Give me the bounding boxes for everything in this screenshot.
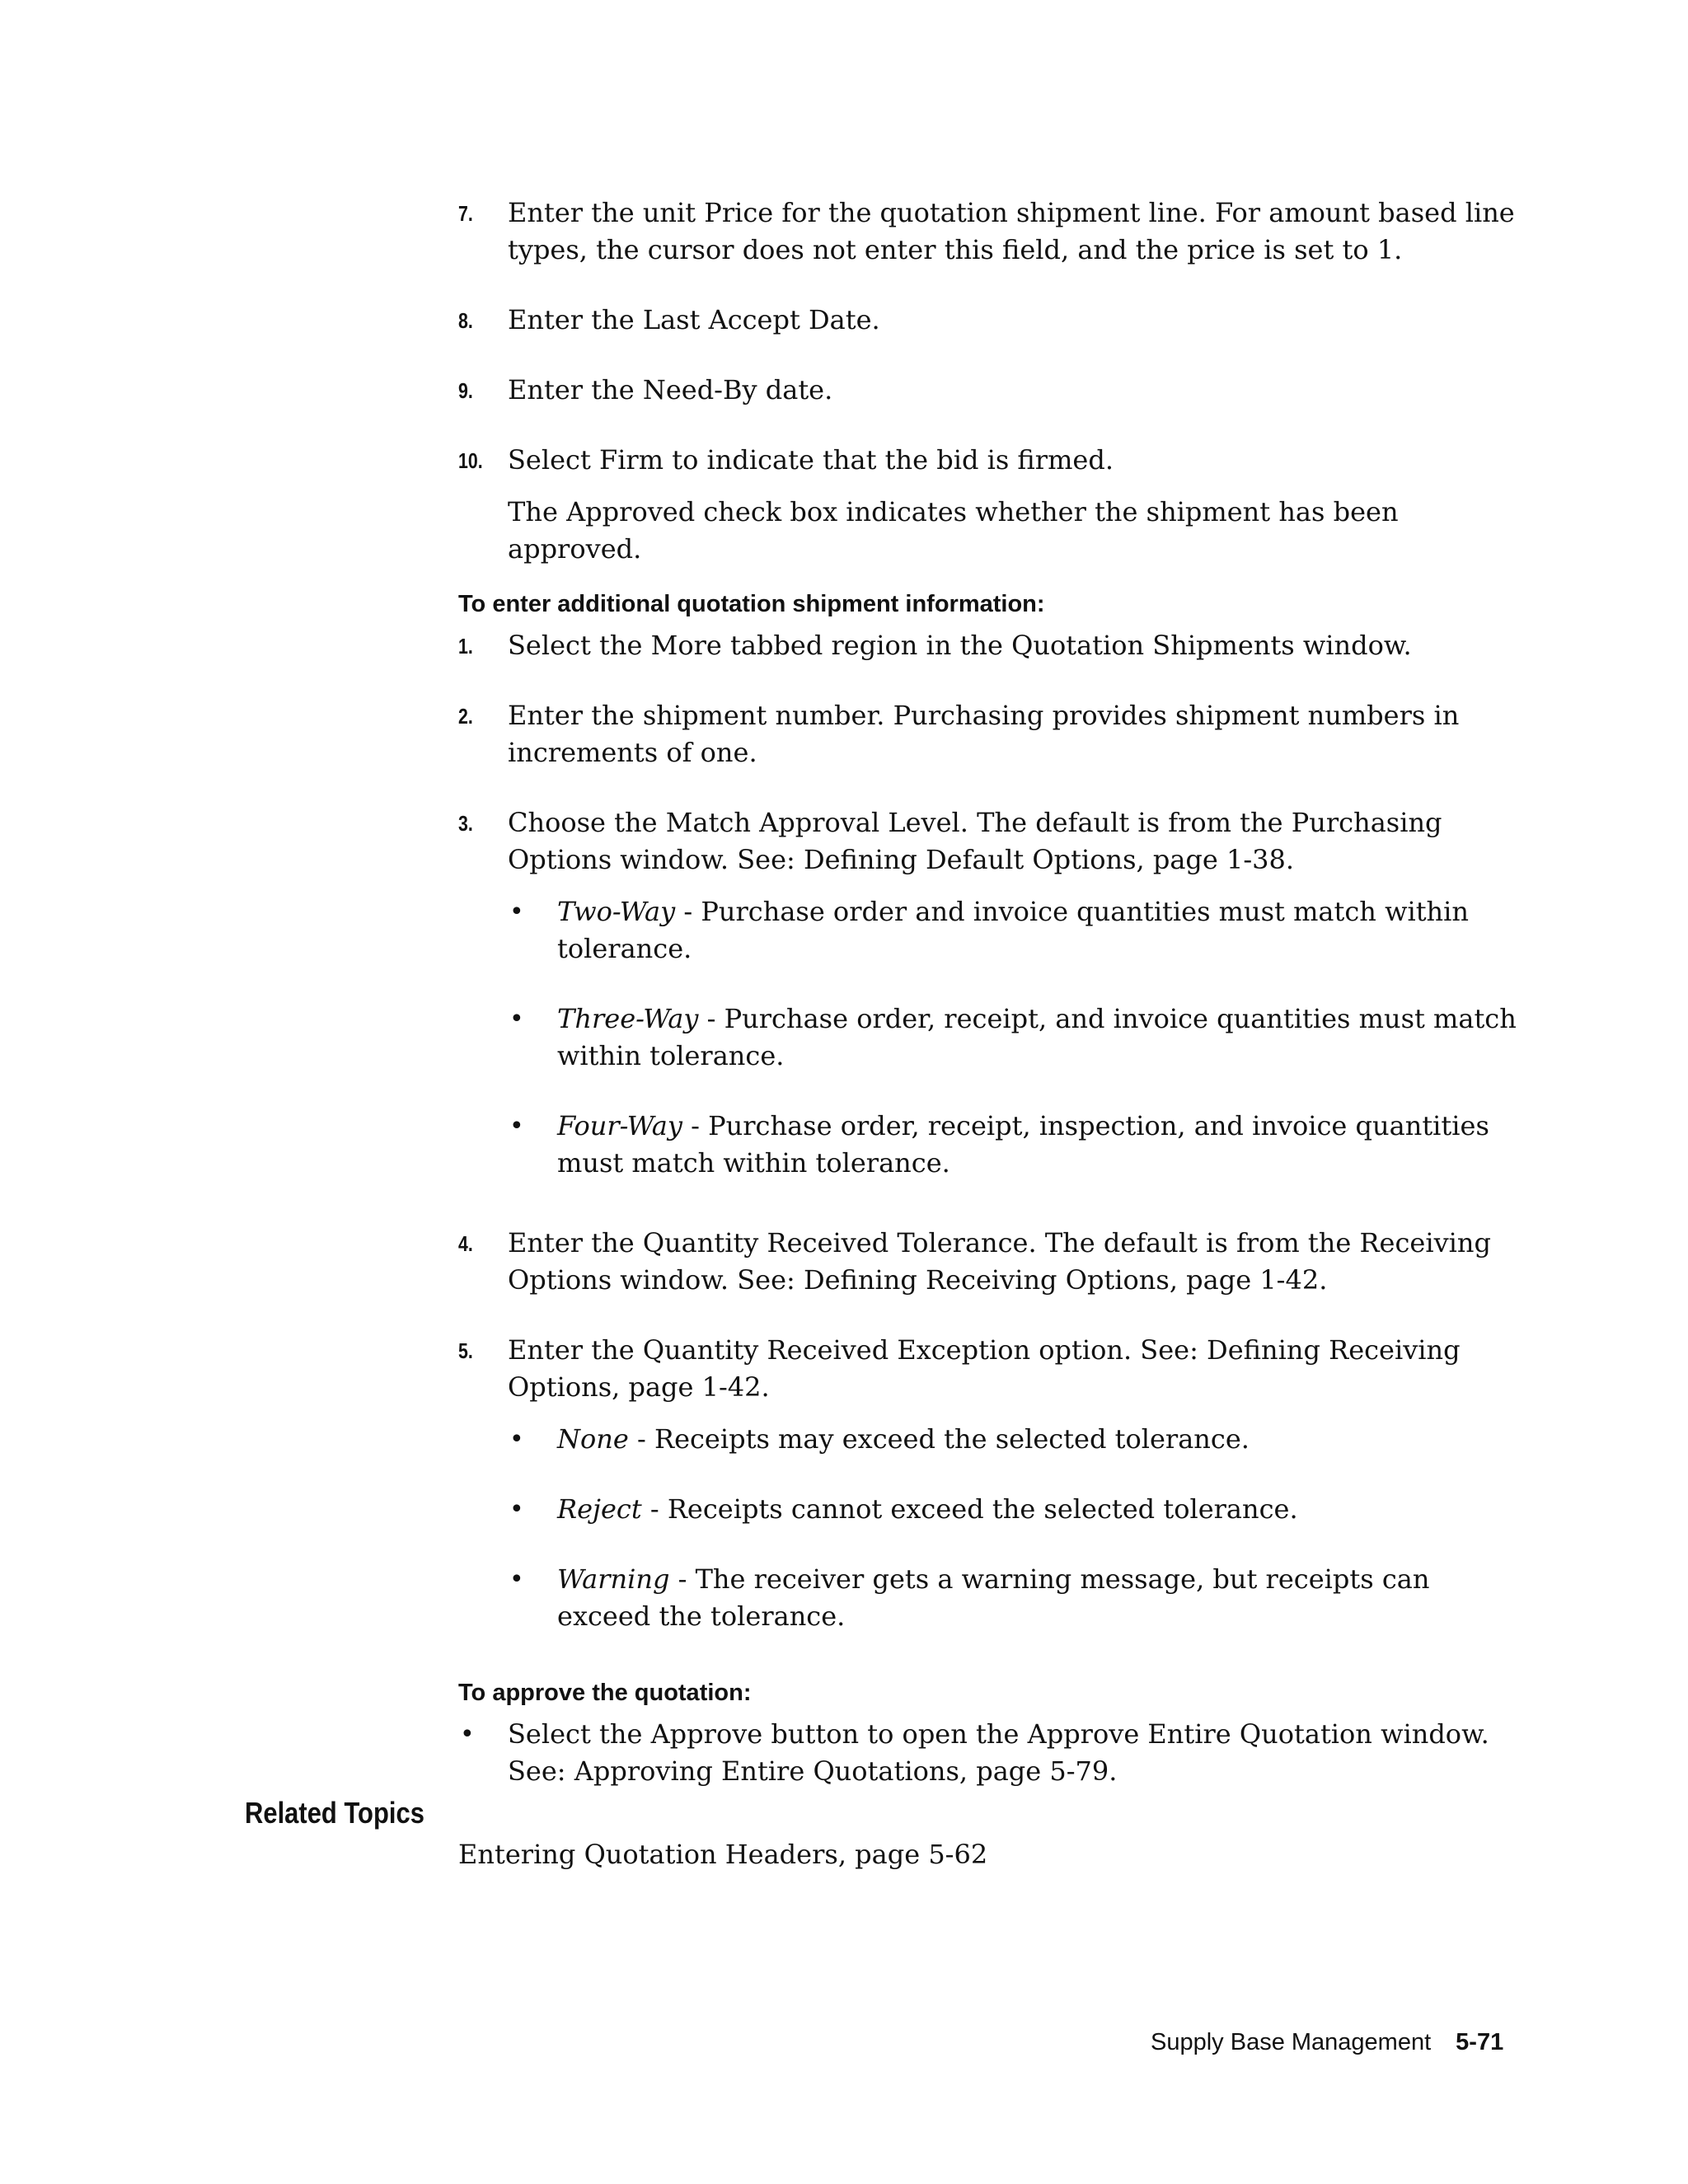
bullet-icon: •	[509, 1565, 524, 1594]
option-term: Warning	[557, 1563, 670, 1595]
additional-info-heading: To enter additional quotation shipment information:	[458, 591, 1045, 617]
step-text: Enter the Need-By date.	[508, 374, 833, 405]
footer-section-title: Supply Base Management	[1151, 2029, 1432, 2055]
option-two-way	[508, 893, 1522, 968]
step-number: 1.	[458, 634, 473, 658]
bullet-icon: •	[509, 898, 524, 926]
option-description: - Purchase order and invoice quantities must match within tolerance.	[557, 896, 1469, 964]
related-topic-link[interactable]: Entering Quotation Headers, page 5-62	[458, 1839, 988, 1870]
step-text: Enter the Quantity Received Tolerance. The default is from the Receiving Options window. See: Defining Receiving Options, page 1-42.	[508, 1227, 1491, 1296]
option-none	[508, 1421, 1522, 1458]
option-description: - Receipts may exceed the selected tolerance.	[628, 1423, 1250, 1455]
step-2	[458, 697, 1522, 771]
match-level-options	[508, 893, 1522, 1182]
option-term: None	[557, 1423, 629, 1455]
option-three-way	[508, 1001, 1522, 1075]
approved-note: The Approved check box indicates whether the shipment has been approved.	[508, 496, 1399, 565]
option-warning	[508, 1561, 1522, 1635]
option-term: Two-Way	[557, 896, 676, 927]
step-4	[458, 1225, 1522, 1299]
step-8	[458, 302, 1522, 339]
bullet-icon: •	[509, 1112, 524, 1141]
page-footer	[1151, 2027, 1503, 2057]
step-1	[458, 627, 1522, 664]
exception-options	[508, 1421, 1522, 1635]
step-text: Enter the Last Accept Date.	[508, 304, 880, 335]
option-term: Four-Way	[557, 1110, 682, 1141]
step-number: 3.	[458, 811, 473, 836]
option-reject	[508, 1491, 1522, 1528]
step-text: Select the More tabbed region in the Quotation Shipments window.	[508, 630, 1412, 661]
option-description: - Purchase order, receipt, and invoice quantities must match within tolerance.	[557, 1003, 1517, 1071]
steps-list-continued	[458, 194, 1522, 568]
approve-instruction-text: Select the Approve button to open the Approve Entire Quotation window. See: Approving Entire Quotations, page 5-79.	[508, 1718, 1489, 1787]
step-number: 9.	[458, 378, 473, 403]
step-number: 7.	[458, 201, 473, 226]
option-description: - Receipts cannot exceed the selected tolerance.	[641, 1493, 1298, 1525]
step-number: 5.	[458, 1338, 473, 1363]
main-content	[458, 194, 1522, 1790]
option-term: Three-Way	[557, 1003, 699, 1034]
bullet-icon: •	[509, 1005, 524, 1033]
bullet-icon: •	[509, 1425, 524, 1454]
step-9	[458, 372, 1522, 409]
footer-page-number: 5-71	[1456, 2029, 1504, 2055]
step-text: Enter the unit Price for the quotation shipment line. For amount based line types, the cursor does not enter this field, and the price is set to 1.	[508, 197, 1515, 265]
step-number: 4.	[458, 1231, 473, 1256]
bullet-icon: •	[460, 1720, 475, 1749]
step-3	[458, 804, 1522, 1182]
related-topics-heading: Related Topics	[245, 1796, 424, 1830]
step-text: Enter the Quantity Received Exception option. See: Defining Receiving Options, page 1-42.	[508, 1334, 1461, 1403]
option-description: - Purchase order, receipt, inspection, and invoice quantities must match within tolerance.	[557, 1110, 1489, 1179]
approve-quotation-heading: To approve the quotation:	[458, 1680, 752, 1706]
step-text: Enter the shipment number. Purchasing provides shipment numbers in increments of one.	[508, 700, 1460, 768]
step-number: 10.	[458, 448, 483, 473]
bullet-icon: •	[509, 1495, 524, 1524]
approve-instruction	[458, 1716, 1522, 1790]
step-number: 2.	[458, 704, 473, 729]
option-description: - The receiver gets a warning message, but receipts can exceed the tolerance.	[557, 1563, 1430, 1632]
step-text: Select Firm to indicate that the bid is firmed.	[508, 444, 1114, 476]
option-four-way	[508, 1108, 1522, 1182]
step-7	[458, 194, 1522, 269]
step-5	[458, 1332, 1522, 1635]
step-number: 8.	[458, 308, 473, 333]
option-term: Reject	[557, 1493, 642, 1525]
step-10	[458, 442, 1522, 568]
step-text: Choose the Match Approval Level. The default is from the Purchasing Options window. See: Defining Default Options, page 1-38.	[508, 807, 1442, 875]
additional-steps-list	[458, 627, 1522, 1635]
